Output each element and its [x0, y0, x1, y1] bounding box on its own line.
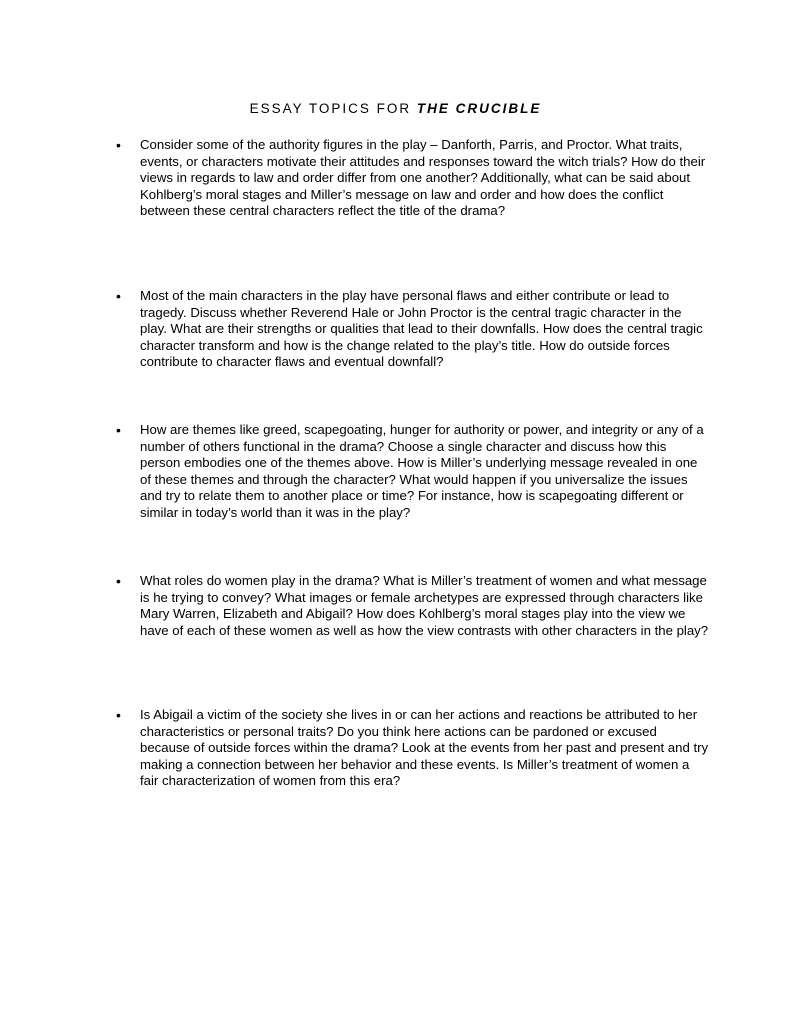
title-prefix: ESSAY TOPICS FOR: [249, 101, 417, 116]
document-title: [0, 100, 791, 118]
title-emphasis: THE CRUCIBLE: [416, 101, 542, 116]
essay-topic-text: Consider some of the authority figures in the play – Danforth, Parris, and Proctor. What traits, events, or characters motivate their attitudes and responses toward the witch trials? How do their views in regards to law and order differ from one another? Additionally, what can be said about Kohlberg’s moral stages and Miller’s message on law and order and how does the conflict between these central characters reflect the title of the drama?: [140, 137, 706, 218]
bullet-icon: •: [116, 288, 121, 304]
essay-topic-text: How are themes like greed, scapegoating, hunger for authority or power, and integrity or any of a number of others functional in the drama? Choose a single character and discuss how this person embodies one of the themes above. How is Miller’s underlying message revealed in one of these themes and through the character? What would happen if you universalize the issues and try to relate them to another place or time? For instance, how is scapegoating different or similar in today’s world than it was in the play?: [140, 422, 704, 520]
bullet-icon: •: [116, 707, 121, 723]
bullet-icon: •: [116, 137, 121, 153]
essay-topic-text: What roles do women play in the drama? What is Miller’s treatment of women and what message is he trying to convey? What images or female archetypes are expressed through characters like Mary Warren, Elizabeth and Abigail? How does Kohlberg’s moral stages play into the view we have of each of these women as well as how the view contrasts with other characters in the play?: [140, 573, 709, 638]
essay-topic-text: Is Abigail a victim of the society she lives in or can her actions and reactions be attributed to her characteristics or personal traits? Do you think here actions can be pardoned or excused because of outside forces within the drama? Look at the events from her past and present and try making a connection between her behavior and these events. Is Miller’s treatment of women a fair characterization of women from this era?: [140, 707, 709, 788]
essay-topic-text: Most of the main characters in the play have personal flaws and either contribute or lead to tragedy. Discuss whether Reverend Hale or John Proctor is the central tragic character in the play. What are their strengths or qualities that lead to their downfalls. How does the central tragic character transform and how is the change related to the play’s title. How do outside forces contribute to character flaws and eventual downfall?: [140, 288, 703, 369]
bullet-icon: •: [116, 422, 121, 438]
bullet-icon: •: [116, 573, 121, 589]
